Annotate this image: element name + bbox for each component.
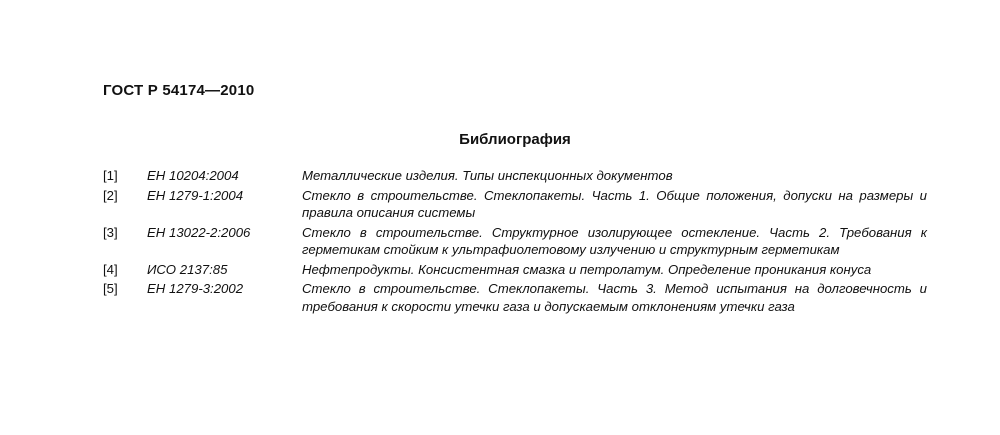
reference-item	[103, 280, 933, 315]
reference-item	[103, 167, 933, 185]
reference-code: ЕН 10204:2004	[147, 168, 239, 183]
reference-text: Стекло в строительстве. Структурное изолирующее остекление. Часть 2. Требования к герметикам стойким к ультрафиолетовому излучению и структурным герметикам	[302, 224, 927, 257]
reference-text: Стекло в строительстве. Стеклопакеты. Часть 1. Общие положения, допуски на размеры и правила описания системы	[302, 187, 927, 220]
reference-text: Стекло в строительстве. Стеклопакеты. Часть 3. Метод испытания на долговечность и требования к скорости утечки газа и допускаемым отклонениям утечки газа	[302, 281, 927, 314]
reference-code: ЕН 13022-2:2006	[147, 224, 251, 240]
reference-code: ЕН 1279-3:2002	[147, 281, 244, 296]
reference-item	[103, 261, 933, 279]
document-code: ГОСТ Р 54174—2010	[103, 82, 255, 99]
reference-text: Нефтепродукты. Консистентная смазка и петролатум. Определение проникания конуса	[302, 261, 872, 277]
reference-list	[103, 167, 933, 315]
reference-item	[103, 187, 933, 222]
bibliography-title: Библиография	[459, 131, 571, 148]
reference-number: [5]	[103, 281, 118, 296]
reference-code: ИСО 2137:85	[147, 261, 228, 277]
reference-number: [2]	[103, 187, 118, 203]
reference-number: [1]	[103, 168, 118, 183]
reference-item	[103, 224, 933, 259]
reference-number: [4]	[103, 261, 118, 277]
reference-text: Металлические изделия. Типы инспекционных документов	[302, 168, 673, 183]
reference-code: ЕН 1279-1:2004	[147, 187, 244, 203]
reference-number: [3]	[103, 224, 118, 240]
